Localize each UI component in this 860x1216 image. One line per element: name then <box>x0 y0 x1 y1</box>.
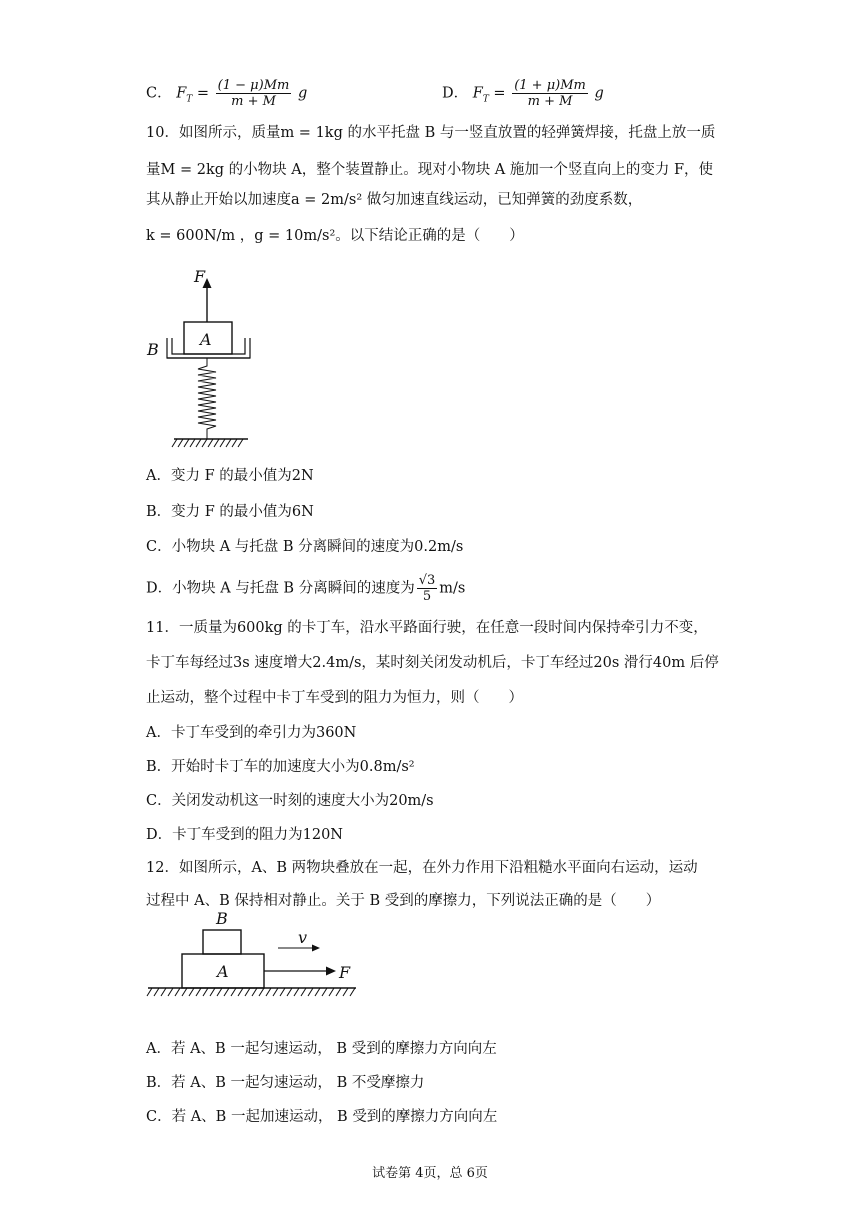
q9-option-d-fraction: $\frac{(1 + \mu)Mm}{m + M}$ <box>514 78 586 109</box>
q11-stem-line2: 卡丁车每经过3s 速度增大2.4m/s，某时刻关闭发动机后，卡丁车经过20s 滑行40m 后停 <box>146 655 719 671</box>
q11-option-d: D．卡丁车受到的阻力为120N <box>146 827 343 843</box>
q11-stem-line1: 11．一质量为600kg 的卡丁车，沿水平路面行驶，在任意一段时间内保持牵引力不变， <box>146 620 708 636</box>
q12-block-b <box>203 930 241 954</box>
q12-option-c: C．若 A、B 一起加速运动， B 受到的摩擦力方向向左 <box>146 1109 498 1125</box>
q9-option-c-fraction: $\frac{(1 - \mu)Mm}{m + M}$ <box>217 78 290 109</box>
q10-stem-line2: 量M = 2kg 的小物块 A，整个装置静止。现对小物块 A 施加一个竖直向上的变力 F，使 <box>146 162 714 178</box>
q12-option-a: A．若 A、B 一起匀速运动， B 受到的摩擦力方向向左 <box>146 1041 497 1057</box>
q10-stem-line4: k = 600N/m ，g = 10m/s²。以下结论正确的是（ ） <box>146 228 524 244</box>
q11-option-a: A．卡丁车受到的牵引力为360N <box>146 725 357 741</box>
q9-option-c: C． $F_T$ = $\frac{(1 - \mu)Mm}{m + M}$ g <box>146 78 308 109</box>
q11-option-b: B．开始时卡丁车的加速度大小为0.8m/s² <box>146 759 415 775</box>
q12-stacked-blocks-figure <box>140 908 370 1004</box>
q10-option-d-fraction: $\frac{√3}{5}$ <box>418 573 436 604</box>
q10-stem-line3: 其从静止开始以加速度a = 2m/s² 做匀加速直线运动，已知弹簧的劲度系数， <box>146 192 643 208</box>
q11-stem-line3: 止运动，整个过程中卡丁车受到的阻力为恒力，则（ ） <box>146 690 523 706</box>
q10-figure-label-a: A <box>200 330 212 349</box>
q12-figure-label-b: B <box>216 909 228 928</box>
page-footer: 试卷第 4页，总 6页 <box>372 1166 488 1181</box>
q10-figure-label-f: F <box>194 267 206 286</box>
q12-figure-label-f: F <box>339 963 351 982</box>
q10-option-d: D．小物块 A 与托盘 B 分离瞬间的速度为 $\frac{√3}{5}$ m/s <box>146 573 466 604</box>
q12-option-b: B．若 A、B 一起匀速运动， B 不受摩擦力 <box>146 1075 425 1091</box>
q12-stem-line2: 过程中 A、B 保持相对静止。关于 B 受到的摩擦力，下列说法正确的是（ ） <box>146 893 661 909</box>
q12-figure-label-v: v <box>298 928 308 947</box>
q10-figure-label-b: B <box>147 340 159 359</box>
q10-option-c: C．小物块 A 与托盘 B 分离瞬间的速度为0.2m/s <box>146 539 464 555</box>
q10-spring-tray-figure <box>140 262 270 454</box>
q12-figure-label-a: A <box>217 962 229 981</box>
q10-option-b: B．变力 F 的最小值为6N <box>146 504 314 520</box>
q10-spring <box>198 358 216 439</box>
q11-option-c: C．关闭发动机这一时刻的速度大小为20m/s <box>146 793 434 809</box>
q9-option-d: D． $F_T$ = $\frac{(1 + \mu)Mm}{m + M}$ g <box>442 78 604 109</box>
q10-option-a: A．变力 F 的最小值为2N <box>146 468 314 484</box>
q10-stem-line1: 10．如图所示，质量m = 1kg 的水平托盘 B 与一竖直放置的轻弹簧焊接，托盘上放一质 <box>146 125 716 141</box>
q12-stem-line1: 12．如图所示，A、B 两物块叠放在一起，在外力作用下沿粗糙水平面向右运动，运动 <box>146 860 698 876</box>
